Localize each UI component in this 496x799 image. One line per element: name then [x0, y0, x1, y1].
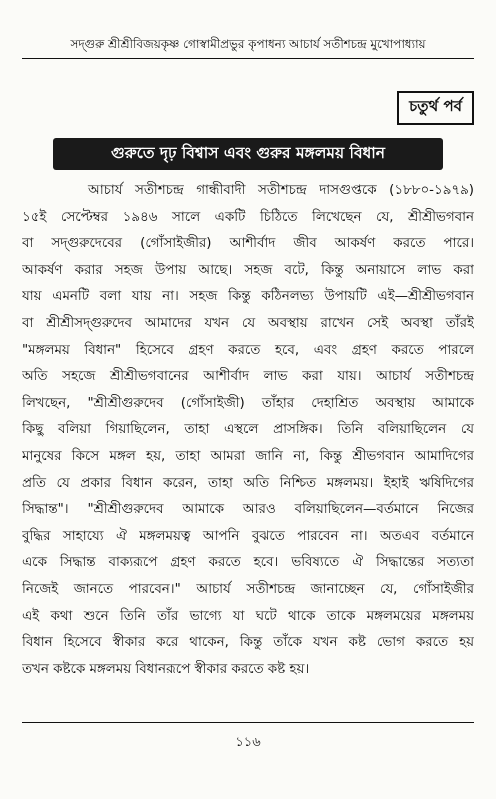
chapter-title: গুরুতে দৃঢ় বিশ্বাস এবং গুরুর মঙ্গলময় বিধান — [110, 144, 386, 162]
section-label: চতুর্থ পর্ব — [409, 97, 462, 115]
chapter-title-banner — [54, 139, 442, 169]
body-line: মানুষের কিসে মঙ্গল হয়, তাহা আমরা জানি না, কিন্তু শ্রীভগবান আমাদিগের — [22, 448, 474, 464]
body-paragraph — [22, 178, 474, 683]
body-line: বা শ্রীশ্রীসদ্গুরুদেব আমাদের যখন যে অবস্থায় রাখেন সেই অবস্থা তাঁরই — [22, 315, 474, 331]
body-line: একে সিদ্ধান্ত বাক্যরূপে গ্রহণ করতে হবে। ভবিষ্যতে ঐ সিদ্ধান্তের সত্যতা — [22, 555, 474, 571]
header-rule — [22, 58, 474, 59]
body-line: কিছু বলিয়া গিয়াছিলেন, তাহা এস্থলে প্রাসঙ্গিক। তিনি বলিয়াছিলেন যে — [22, 422, 474, 438]
body-line: বা সদ্গুরুদেবের (গোঁসাইজীর) আশীর্বাদ জীব আকর্ষণ করতে পারে। — [22, 236, 474, 252]
body-line: নিজেই জানতে পারবেন।" আচার্য সতীশচন্দ্র জানাচ্ছেন যে, গোঁসাইজীর — [22, 581, 474, 597]
body-line: ১৫ই সেপ্টেম্বর ১৯৪৬ সালে একটি চিঠিতে লিখেছেন যে, শ্রীশ্রীভগবান — [22, 209, 474, 225]
body-line: অতি সহজে শ্রীশ্রীভগবানের আশীর্বাদ লাভ করা যায়। আচার্য সতীশচন্দ্র — [22, 369, 474, 385]
body-line: এই কথা শুনে তিনি তাঁর ভাগ্যে যা ঘটে থাকে তাকে মঙ্গলময়ের মঙ্গলময় — [22, 608, 474, 624]
body-line: আচার্য সতীশচন্দ্র গান্ধীবাদী সতীশচন্দ্র দাসগুপ্তকে (১৮৮০-১৯৭৯) — [88, 183, 474, 198]
body-line: "মঙ্গলময় বিধান" হিসেবে গ্রহণ করতে হবে, এবং গ্রহণ করতে পারলে — [22, 342, 474, 358]
body-line: প্রতি যে প্রকার বিধান করেন, তাহা অতি নিশ্চিত মঙ্গলময়। ইহাই ঋষিদিগের — [22, 475, 474, 491]
body-line: তখন কষ্টকে মঙ্গলময় বিধানরূপে স্বীকার করতে কষ্ট হয়। — [22, 661, 310, 677]
body-line: সিদ্ধান্ত"। "শ্রীশ্রীগুরুদেব আমাকে আরও বলিয়াছিলেন—বর্তমানে নিজের — [22, 502, 474, 518]
body-line: আকর্ষণ করার সহজ উপায় আছে। সহজ বটে, কিন্তু অনায়াসে লাভ করা — [22, 262, 474, 278]
running-head: সদ্গুরু শ্রীশ্রীবিজয়কৃষ্ণ গোস্বামীপ্রভুর কৃপাধন্য আচার্য সতীশচন্দ্র মুখোপাধ্যায় — [70, 37, 426, 51]
footer-rule — [22, 722, 474, 723]
body-line: লিখছেন, "শ্রীশ্রীগুরুদেব (গোঁসাইজী) তাঁহার দেহাশ্রিত অবস্থায় আমাকে — [22, 395, 474, 411]
section-label-box — [397, 91, 474, 125]
body-line: যায় এমনটি বলা যায় না। সহজ কিন্তু কঠিনলভ্য উপায়টি এই—শ্রীশ্রীভগবান — [22, 289, 474, 305]
body-line: বিধান হিসেবে স্বীকার করে থাকেন, কিন্তু তাঁকে যখন কষ্ট ভোগ করতে হয় — [22, 635, 474, 651]
body-line: বুদ্ধির সাহায্যে ঐ মঙ্গলময়ত্ব আপনি বুঝতে পারবেন না। অতএব বর্তমানে — [22, 528, 474, 544]
page-number: ১১৬ — [235, 735, 261, 750]
